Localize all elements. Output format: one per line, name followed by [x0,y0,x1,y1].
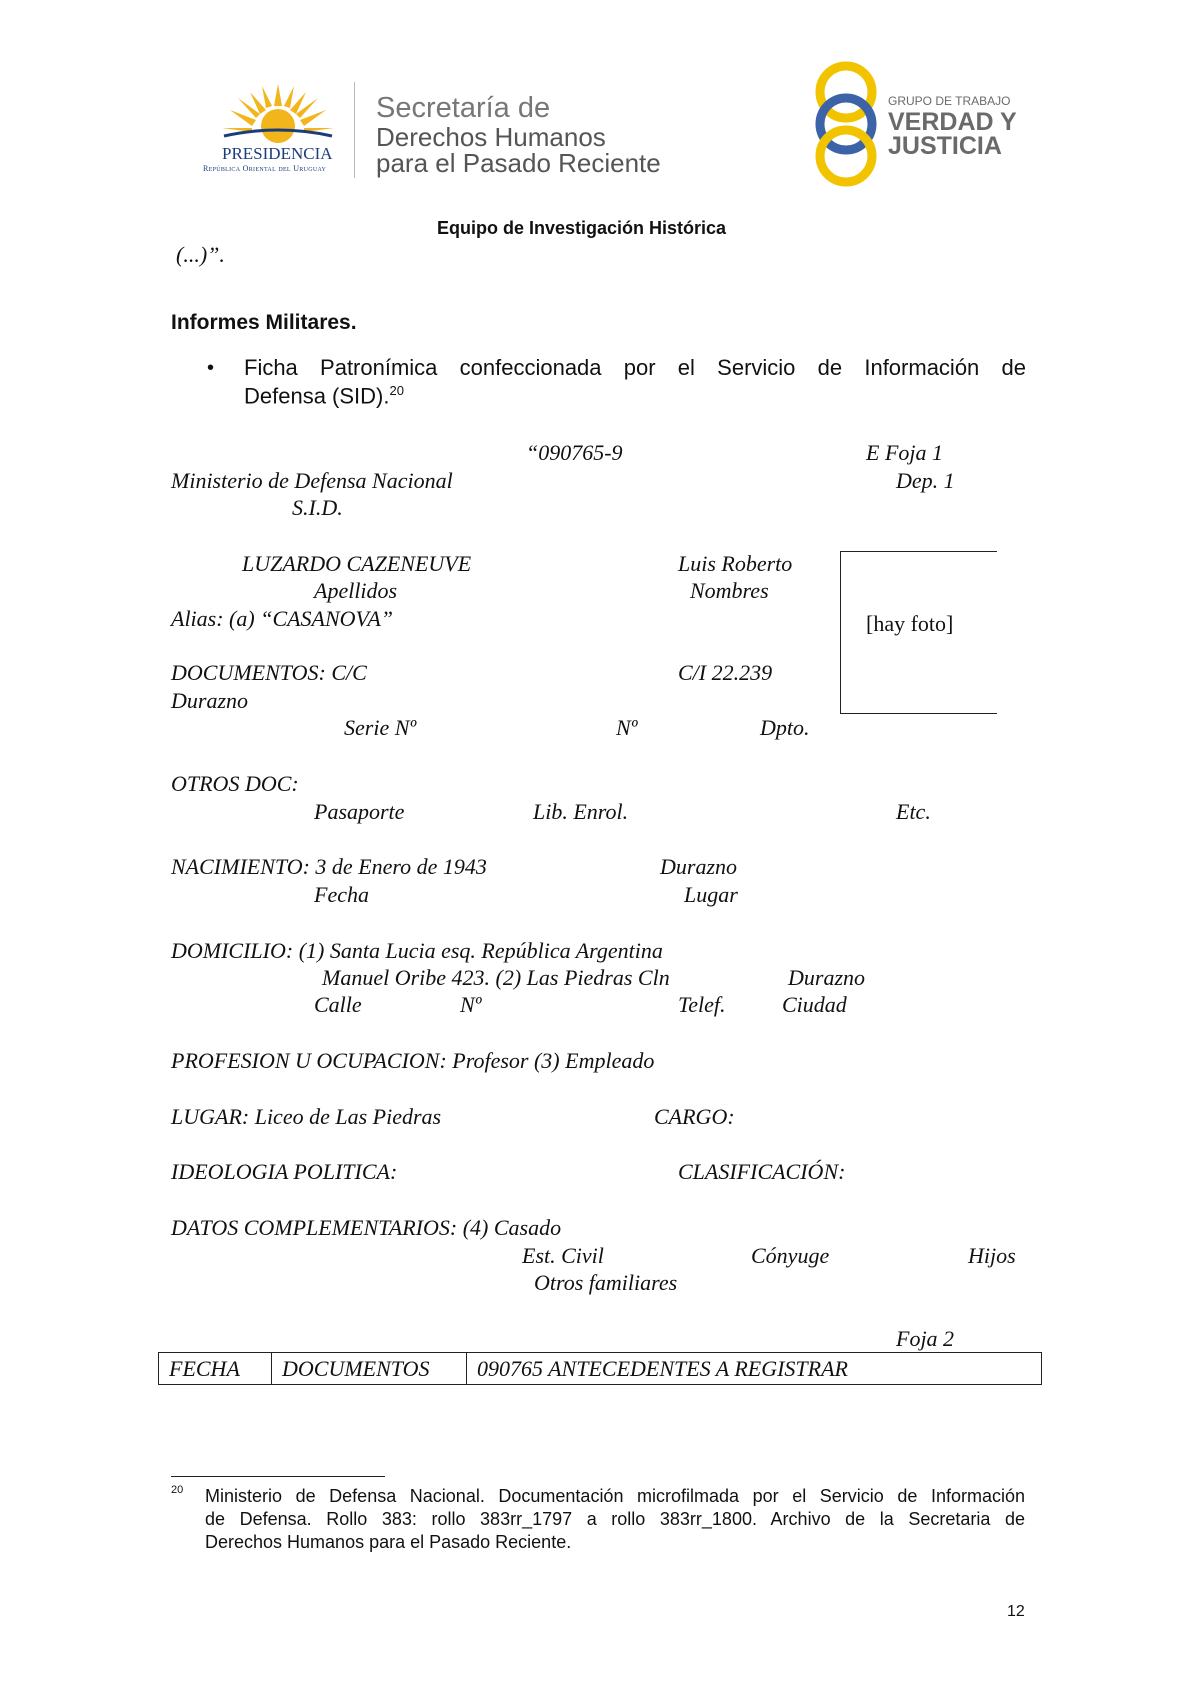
ficha-ciudad-label: Ciudad [782,992,847,1017]
grupo-line3: JUSTICIA [888,132,1002,160]
footnote-ref[interactable]: 20 [389,383,404,398]
ficha-alias: Alias: (a) “CASANOVA” [171,606,394,631]
ficha-otros-familiares: Otros familiares [534,1270,678,1295]
secretaria-line1: Secretaría de [376,92,551,124]
presidencia-label: PRESIDENCIA [222,144,333,163]
table-cell-antecedentes: 090765 ANTECEDENTES A REGISTRAR [467,1353,1042,1385]
secretaria-line3: para el Pasado Reciente [376,148,661,178]
footnote-line2: de Defensa. Rollo 383: rollo 383rr_1797 a rollo 383rr_1800. Archivo de la Secretaria de [205,1509,1025,1529]
footnote-line1: Ministerio de Defensa Nacional. Documentación microfilmada por el Servicio de Información [205,1486,1025,1506]
bullet-dot: • [207,357,215,379]
bullet-text-line2-text: Defensa (SID). [244,383,390,409]
ficha-calle-label: Calle [314,992,362,1017]
section-title: Informes Militares. [171,311,357,334]
ficha-est-civil: Est. Civil [522,1243,604,1268]
ficha-cargo: CARGO: [654,1104,735,1129]
ficha-dpto-label: Dpto. [760,715,810,740]
ficha-ministerio: Ministerio de Defensa Nacional [171,468,453,493]
ficha-conyuge: Cónyuge [751,1243,830,1268]
presidencia-sub: República Oriental del Uruguay [203,164,327,173]
ficha-nac-lugar-value: Durazno [660,854,738,879]
intro-quote: (...)”. [176,242,225,267]
ficha-dom-ciudad-value: Durazno [788,965,866,990]
ficha-foja2: Foja 2 [896,1326,955,1351]
ficha-no-label: Nº [616,715,638,740]
antecedentes-table [158,1352,1042,1385]
ficha-fecha-label: Fecha [314,882,369,907]
ficha-ci: C/I 22.239 [678,660,773,685]
sun-icon [222,84,334,144]
equipo-heading: Equipo de Investigación Histórica [437,218,727,238]
ficha-domicilio2: Manuel Oribe 423. (2) Las Piedras Cln [322,965,670,990]
chain-rings-icon [810,60,882,188]
secretaria-line2: Derechos Humanos [376,122,606,152]
ficha-datos-comp: DATOS COMPLEMENTARIOS: (4) Casado [171,1215,562,1240]
footnote-line3: Derechos Humanos para el Pasado Reciente. [205,1532,572,1552]
ficha-profesion: PROFESION U OCUPACION: Profesor (3) Empleado [171,1048,655,1073]
ficha-serie-label: Serie Nº [344,715,417,740]
footnote-separator [171,1476,385,1477]
ficha-nacimiento: NACIMIENTO: 3 de Enero de 1943 [171,854,487,879]
ficha-sid: S.I.D. [292,495,343,520]
photo-placeholder: [hay foto] [866,611,954,636]
table-cell-fecha: FECHA [159,1353,272,1385]
grupo-line2: VERDAD Y [888,108,1017,136]
ficha-ideologia: IDEOLOGIA POLITICA: [171,1159,398,1184]
ficha-otros-doc: OTROS DOC: [171,771,299,796]
table-row [159,1353,1042,1385]
logo-divider [354,82,355,178]
ficha-lib-enrol: Lib. Enrol. [533,799,629,824]
ficha-pasaporte: Pasaporte [314,799,405,824]
ficha-foja1: E Foja 1 [866,440,943,465]
page-number: 12 [1007,1603,1025,1620]
ficha-domicilio1: DOMICILIO: (1) Santa Lucia esq. República Argentina [171,938,663,963]
ficha-etc: Etc. [896,799,931,824]
ficha-hijos: Hijos [968,1243,1016,1268]
table-cell-documentos: DOCUMENTOS [272,1353,467,1385]
ficha-telef-label: Telef. [678,992,726,1017]
ficha-nombres-value: Luis Roberto [678,551,793,576]
ficha-apellidos-label: Apellidos [314,578,398,603]
bullet-text-line1: Ficha Patronímica confeccionada por el Servicio de Información de [244,355,1026,380]
ficha-apellidos-value: LUZARDO CAZENEUVE [242,551,472,576]
ficha-durazno-doc: Durazno [171,688,249,713]
footnote-number: 20 [171,1484,184,1496]
ficha-dep: Dep. 1 [896,468,955,493]
ficha-nombres-label: Nombres [690,578,769,603]
ficha-lugar: LUGAR: Liceo de Las Piedras [171,1104,442,1129]
ficha-numero: “090765-9 [526,440,623,465]
ficha-documentos: DOCUMENTOS: C/C [171,660,367,685]
bullet-text-line2 [244,383,404,409]
ficha-dom-no-label: Nº [460,992,482,1017]
ficha-clasificacion: CLASIFICACIÓN: [678,1159,846,1184]
ficha-lugar-label: Lugar [684,882,738,907]
grupo-line1: GRUPO DE TRABAJO [888,94,1011,108]
